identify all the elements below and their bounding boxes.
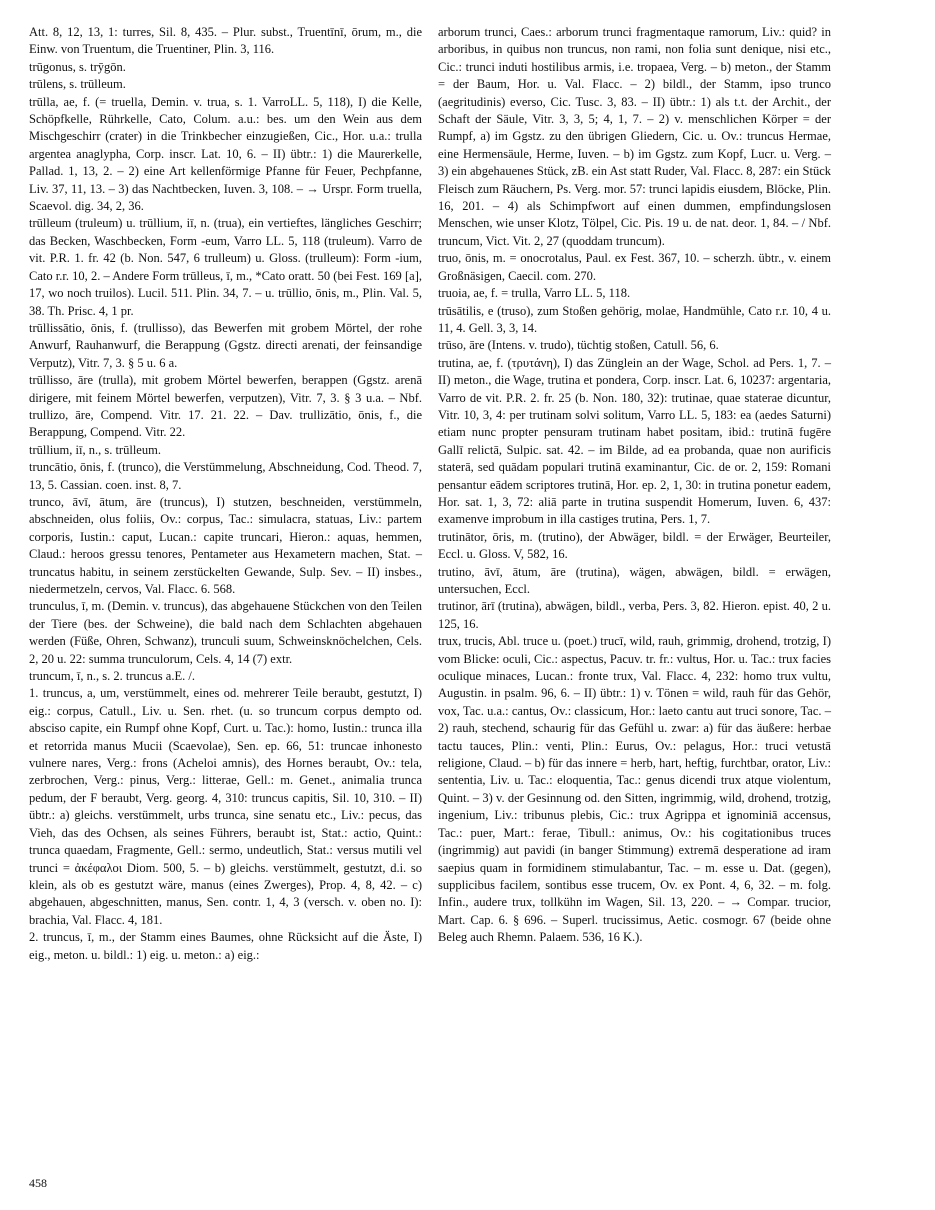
entry-truoia: truoia, ae, f. = trulla, Varro LL. 5, 118. xyxy=(438,286,631,301)
entry-truncus-2-cont: arborum trunci, Caes.: arborum trunci fragmentaque ramorum, Liv.: quid? in arboribus, in quibus non truncus, non rami, non folia sunt denique, nisi etc., Cic.: trunci induti hostilibus armis, i.e. tropaea, Verg. – b) meton., der Stamm = der Baum, Hor. u. Val. Flacc. – 2) bildl., der Stamm, ipso trunco (aegritudinis) everso, Cic. Tusc. 3, 83. – II) übtr.: 1) als t.t. der Archit., der Schaft der Säule, Vitr. 3, 3, 5; 4, 1, 7. – 2) v. menschlichen Körper = der Rumpf, a) im Ggstz. zu den übrigen Gliedern, Cic. u. Ov.: truncus Hermae, eine Hermensäule, Herme, Iuven. – b) im Ggstz. zum Kopf, Lucr. u. Verg. – 3) ein abgehauenes Stück, zB. ein Ast statt Ruder, Val. Flacc. 8, 287: ein Stück Fleisch zum Räuchern, Ps. Verg. mor. 57: trunci lapidis eiusdem, Blöcke, Plin. 16, 201. – 4) als Schimpfwort auf einen dummen, empfindungslosen Menschen, wie unser Klotz, Tölpel, Cic. Pis. 19 u. de nat. deor. 1, 84. – / Nbf. truncum, Vict. Vit. 2, 27 (quoddam truncum). xyxy=(438,25,831,248)
entry-trullisso: trūllisso, āre (trulla), mit grobem Mörtel bewerfen, berappen (Ggstz. arenā dirigere, mit feinem Mörtel bewerfen, verputzen), Vitr. 7, 3. § 3 u.a. – Nbf. trullizo, āre, Compend. Vitr. 17. 21. 22. – Dav. trullizātio, ōnis, f., die Berappung, Compend. Vitr. 22. xyxy=(29,373,422,440)
entry-trullium: trūllium, iī, n., s. trūlleum. xyxy=(29,442,161,457)
entry-trullissatio: trūllissātio, ōnis, f. (trullisso), das Bewerfen mit grobem Mörtel, der rohe Anwurf, Rauhanwurf, die Berappung (Ggstz. directi arenati, der feinsandige Verputz), Vitr. 7, 3. § 5 u. 6 a. xyxy=(29,320,422,370)
entry-trusatilis: trūsātilis, e (truso), zum Stoßen gehörig, molae, Handmühle, Cato r.r. 10, 4 u. 11, 4. Gell. 3, 3, 14. xyxy=(438,303,831,335)
entry-truncatio: truncātio, ōnis, f. (trunco), die Verstümmelung, Abschneidung, Cod. Theod. 7, 13, 5. Cassian. coen. inst. 8, 7. xyxy=(29,460,422,492)
entry-trulens: trūlens, s. trūlleum. xyxy=(29,77,126,92)
entry-trutinator: trutinātor, ōris, m. (trutino), der Abwäger, bildl. = der Erwäger, Beurteiler, Eccl. u. Gloss. V, 582, 16. xyxy=(438,529,831,562)
entry-trutinor: trutinor, ārī (trutina), abwägen, bildl., verba, Pers. 3, 82. Hieron. epist. 40, 2 u. 125, 16. xyxy=(438,599,831,631)
entry-trunculus: trunculus, ī, m. (Demin. v. truncus), das abgehauene Stückchen von den Teilen der Tiere (bes. der Schweine), die bald nach dem Schlachten abgehauen werden (Füße, Ohren, Schwanz), trunculi suum, Schweinsknöchelchen, Cels. 2, 20 u. 22: summa trunculorum, Cels. 4, 14 (7) extr. xyxy=(29,599,422,666)
right-column xyxy=(438,24,831,947)
entry-att-truentum: Att. 8, 12, 13, 1: turres, Sil. 8, 435. – Plur. subst., Truentīnī, ōrum, m., die Einw. von Truentum, die Truentiner, Plin. 3, 116. xyxy=(29,25,422,57)
entry-truncum: truncum, ī, n., s. 2. truncus a.E. /. xyxy=(29,669,195,684)
left-column xyxy=(29,24,422,964)
entry-truncus-1: 1. truncus, a, um, verstümmelt, eines od. mehrerer Teile beraubt, gestutzt, I) eig.: corpus, Catull., Liv. u. Sen. rhet. (u. so truncum corpus dempto od. absciso capite, ein Rumpf ohne Kopf, Curt. u. Tac.): homo, Iustin.: trunca illa et retorrida manus Mucii (Scaevolae), Sen. ep. 66, 51: truncae inhonesto vulnere nares, Verg.: frons (Acheloi amnis), des Hornes beraubt, Ov.: tela, zerbrochen, Verg.: pinus, Verg.: litterae, Gell.: m. Genet., animalia trunca pedum, der F beraubt, Verg. georg. 4, 310: truncus capitis, Sil. 10, 310. – II) übtr.: a) gleichs. verstümmelt, urbs trunca, sine senatu etc., Liv.: pecus, das Vieh, das des Ochsen, als seines Führers, beraubt ist, Stat.: actio, Quint.: trunca quaedam, Fragmente, Gell.: sermo, undeutlich, Stat.: versus mutili vel trunci = ἀκέφαλοι Diom. 500, 5. – b) gleichs. verstümmelt, gestutzt, d.i. so klein, als ob es gestutzt wäre, manus (eines Zwerges), Prop. 4, 8, 42. – c) abgehauen, abgeschnitten, manus, Sen. contr. 1, 4, 3 (versch. v. oben no. I): brachia, Val. Flacc. 4, 181. xyxy=(29,686,422,927)
entry-trulla: trūlla, ae, f. (= truella, Demin. v. trua, s. 1. VarroLL. 5, 118), I) die Kelle, Schöpfkelle, Rührkelle, Cato, Colum. a.u.: bes. um den Wein aus dem Mischgeschirr (crater) in die Trinkbecher einzugießen, Cic., Hor. u.a.: trulla argentea anaglypha, Corp. inscr. Lat. 10, 6. – II) übtr.: 1) die Maurerkelle, Pallad. 1, 13, 2. – 2) eine Art kellenförmige Pfanne für Feuer, Pechpfanne, Liv. 37, 11, 13. – 3) das Nachtbecken, Iuven. 3, 108. – → Urspr. Form truella, Scaevol. dig. 34, 2, 36. xyxy=(29,94,422,214)
entry-truo: truo, ōnis, m. = onocrotalus, Paul. ex Fest. 367, 10. – scherzh. übtr., v. einem Großnäsigen, Caecil. com. 270. xyxy=(438,251,831,283)
entry-truso: trūso, āre (Intens. v. trudo), tüchtig stoßen, Catull. 56, 6. xyxy=(438,338,719,353)
entry-trutina: trutina, ae, f. (τρυτάνη), I) das Zünglein an der Wage, Schol. ad Pers. 1, 7. – II) meton., die Wage, trutina et pondera, Corp. inscr. Lat. 6, 10237: argentaria, Varro de vit. P.R. 2. fr. 25 (b. Non. 180, 32): trutinae, quae staterae dicuntur, Vitr. 10, 3, 4: per trutinam solvi solitum, Varro LL. 5, 183: ea (aedes Saturni) etiam nunc propter pensuram trutinam habet positam, ibid.: trutinā fugēre Gallī relictā, Sulpic. sat. 42. – im Bilde, ad ea probanda, quae non aurificis staterā, sed quādam populari trutinā examinantur, Cic. de or. 2, 159: Romani pensantur eādem scriptores trutinā, Hor. ep. 2, 1, 30: in trutina ponetur eadem, Hor. sat. 1, 3, 72: aliā parte in trutina suspendit Homerum, Iuven. 6, 437: examenve improbum in illa castiges trutina, Pers. 1, 7. xyxy=(438,355,831,527)
entry-trunco: trunco, āvī, ātum, āre (truncus), I) stutzen, beschneiden, verstümmeln, abschneiden, olus foliis, Ov.: corpus, Tac.: simulacra, statuas, Liv.: partem corporis, Iustin.: caput, Lucan.: capite truncari, Hieron.: aquas, hemmen, Claud.: heroos gressu tenores, Pentameter aus Hexametern machen, Stat. – truncatus habitu, in seinem zerstückelten Gewande, Sulp. Sev. – II) insbes., niedermetzeln, cervos, Val. Flacc. 6. 568. xyxy=(29,494,422,596)
page-number: 458 xyxy=(29,1176,47,1190)
entry-trutino: trutino, āvī, ātum, āre (trutina), wägen, abwägen, bildl. = erwägen, untersuchen, Eccl. xyxy=(438,564,831,596)
entry-truncus-2: 2. truncus, ī, m., der Stamm eines Baumes, ohne Rücksicht auf die Äste, I) eig., meton. u. bildl.: 1) eig. u. meton.: a) eig.: xyxy=(29,930,422,962)
entry-trugonus: trūgonus, s. trȳgōn. xyxy=(29,59,126,74)
entry-trux: trux, trucis, Abl. truce u. (poet.) trucī, wild, rauh, grimmig, drohend, trotzig, I) vom Blicke: oculi, Cic.: aspectus, Pacuv. tr. fr.: vultus, Hor. u. Tac.: trux facies oculique minaces, Lucan.: fronte trux, Val. Flacc. 4, 232: homo trux vultu, Augustin. in psalm. 96, 6. – II) übtr.: 1) v. Tönen = wild, rauh für das Gehör, vox, Tac. u.a.: cantus, Ov.: classicum, Hor.: laeto cantu aut truci sonore, Tac. – 2) rauh, stechend, schaurig für das Gefühl u. zwar: a) für das äußere: herbae tactu tauces, Plin.: venti, Plin.: Eurus, Ov.: pelagus, Hor.: truci vetustā religione, Claud. – b) für das innere = herb, hart, heftig, furchtbar, orator, Liv.: sententia, Liv. u. Tac.: eloquentia, Tac.: genus dicendi trux atque violentum, Quint. – 3) v. der Gesinnung od. den Sitten, ingrimmig, wild, drohend, trotzig, ingenium, Liv.: tribunus plebis, Cic.: trux Agrippa et ignominiā accensus, Tac.: puer, Mart.: ferae, Tibull.: animus, Ov.: his cogitationibus truces (ingrimmig) aut pavidi (in banger Stimmung) extremā desperatione ad iram saepius quam in formidinem stimulabantur, Tac. – m. esse u. Dat. (gegen), supplicibus facilem, sontibus esse trucem, Ov. ex Pont. 4, 6, 32. – m. folg. Infin., audere trux, tollkühn im Wagen, Sil. 13, 220. – → Compar. trucior, Mart. Cap. 6. § 696. – Superl. trucissimus, Aetic. cosmogr. 67 (beide ohne Beleg auch Rhemn. Palaem. 536, 16 K.). xyxy=(438,634,831,945)
entry-trulleum: trūlleum (truleum) u. trūllium, iī, n. (trua), ein vertieftes, längliches Geschirr; das Becken, Waschbecken, Form -eum, Varro LL. 5, 118 (truleum). Varro de vit. P.R. 1. fr. 42 (b. Non. 547, 6 trulleum) u. Gloss. (trulleum): Form -ium, Cato r.r. 10, 2. – Andere Form trūlleus, ī, m., *Cato oratt. 50 (bei Fest. 169 [a], 17, wo noch truilos). Lucil. 511. Plin. 34, 7. – u. trūllio, ōnis, m., Plin. Val. 5, 38. Th. Prisc. 4, 1 pr. xyxy=(29,216,422,318)
